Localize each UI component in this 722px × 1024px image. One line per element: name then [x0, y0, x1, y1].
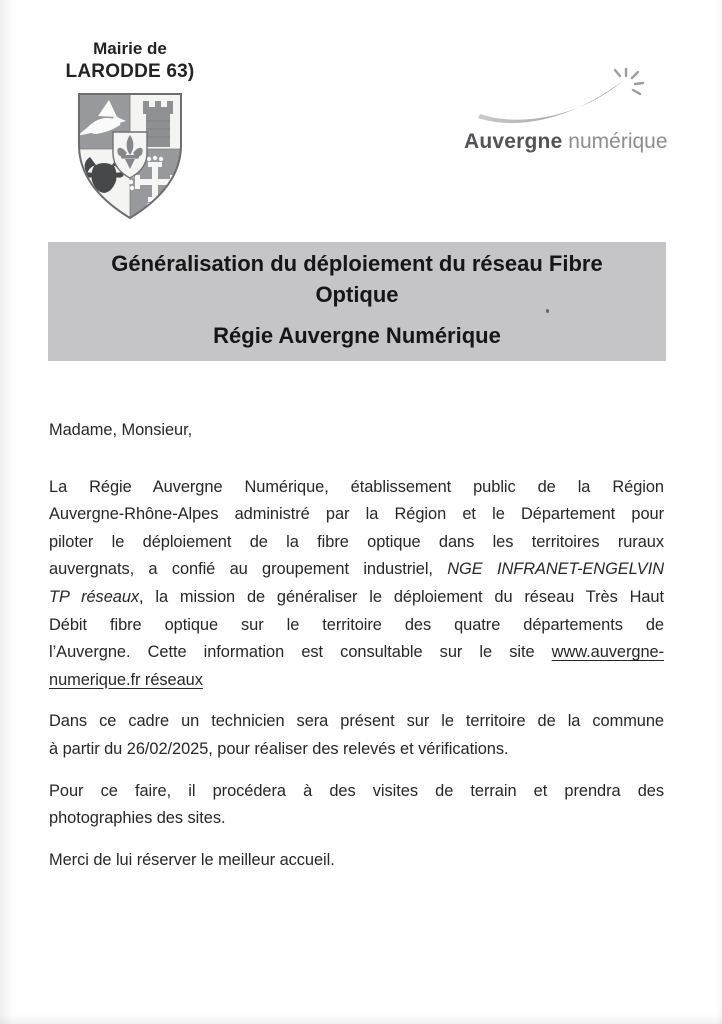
letter-text-run: Merci de lui réserver le meilleur accueil. — [49, 850, 335, 869]
letter-text-run: à partir du 26/02/2025, pour réaliser des relevés et vérifications. — [49, 739, 509, 758]
letter-text-run: NGE INFRANET-ENGELVIN — [447, 560, 664, 579]
letter-line — [49, 556, 664, 584]
letter-text-run: , la mission de généraliser le déploiement du réseau Très Haut — [139, 587, 664, 606]
letter-paragraph — [49, 474, 664, 695]
letter-text-run: La Régie Auvergne Numérique, établissement public de la Région — [49, 477, 664, 496]
letter-body — [49, 417, 664, 888]
mairie-crest — [70, 86, 190, 228]
scan-edge-shadow-bottom — [0, 1014, 722, 1024]
letter-line — [49, 667, 664, 695]
document-subtitle: Régie Auvergne Numérique — [213, 323, 501, 348]
letter-url-text: www.auvergne- — [551, 643, 664, 662]
auvergne-numerique-logo — [464, 66, 670, 154]
letter-text-run: photographies des sites. — [49, 809, 226, 828]
letter-salutation: Madame, Monsieur, — [49, 421, 193, 439]
logo-brand-secondary: numérique — [562, 130, 668, 153]
letter-paragraph — [49, 847, 664, 875]
letter-text-run: Auvergne-Rhône-Alpes administré par la Région et le Département pour — [49, 505, 664, 524]
letter-line — [49, 612, 664, 640]
letter-line — [49, 778, 664, 806]
letter-text-run: piloter le déploiement de la fibre optique dans les territoires ruraux — [49, 532, 664, 551]
letter-paragraphs — [49, 474, 664, 875]
letter-text-run: auvergnats, a confié au groupement industriel, — [49, 560, 448, 579]
scan-speck — [546, 309, 549, 313]
scan-edge-shadow-right — [716, 0, 722, 1024]
letter-line — [49, 708, 664, 736]
letter-line — [49, 736, 664, 764]
mairie-heading — [58, 38, 202, 84]
letter-text-run: Dans ce cadre un technicien sera présent sur le territoire de la commune — [49, 712, 664, 731]
scan-edge-shadow-left — [0, 0, 14, 1024]
logo-wordmark — [464, 130, 670, 154]
letter-paragraph — [49, 708, 664, 763]
letter-url-text: numerique.fr réseaux — [49, 670, 203, 689]
title-banner — [48, 242, 666, 361]
coat-of-arms-icon — [70, 86, 190, 228]
letter-line — [49, 474, 664, 502]
letter-paragraph — [49, 778, 664, 833]
letter-text-run: Débit fibre optique sur le territoire des quatre départements de — [49, 615, 664, 634]
letter-line — [49, 501, 664, 529]
letter-line — [49, 847, 664, 875]
document-title-line1: Généralisation du déploiement du réseau Fibre — [111, 251, 603, 276]
letter-text-run: TP réseaux — [49, 587, 140, 606]
letter-line — [49, 805, 664, 833]
mairie-line2: LARODDE 63) — [65, 61, 195, 82]
swoosh-sparkle-icon — [472, 66, 648, 130]
letter-line — [49, 529, 664, 557]
letter-text-run: Pour ce faire, il procédera à des visites de terrain et prendra des — [49, 781, 664, 800]
letter-text-run: l’Auvergne. Cette information est consultable sur le site — [49, 643, 552, 662]
logo-brand-primary: Auvergne — [464, 130, 563, 153]
letter-line — [49, 584, 664, 612]
mairie-line1: Mairie de — [93, 39, 167, 58]
letter-line — [49, 639, 664, 667]
document-title-line2: Optique — [315, 282, 399, 307]
